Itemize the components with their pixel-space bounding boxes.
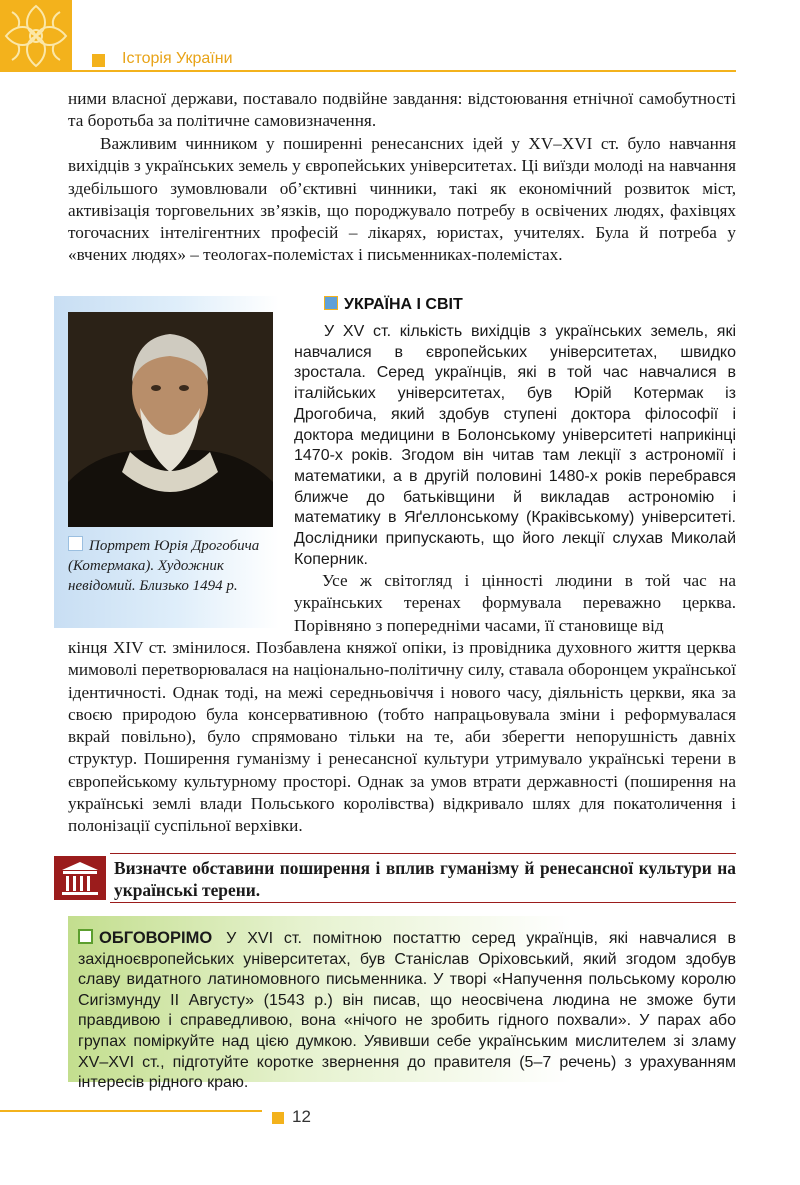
- caption-marker-icon: [68, 536, 83, 551]
- church-paragraph-start: Усе ж світогляд і цінності людини в той час на українських теренах формувала переважно церква. Порівняно з попередніми часами, її становище від: [294, 571, 736, 635]
- task-text: Визначте обставини поширення і вплив гуманізму й ренесансної культури на українські терени.: [114, 858, 736, 900]
- task-rule-top: [110, 853, 736, 854]
- page-number: 12: [292, 1107, 311, 1126]
- ukraine-world-text: У XV ст. кількість вихідців з українських земель, які навчалися в європейських університетах, швидко зростала. Серед українців, які в той час навчалися в італійських університетах, був Юрій Котермак із Дрогобича, який здобув ступені доктора філософії і доктора медицини в Болонському університеті наприкінці 1470-х років. Згодом він читав там лекції з астрономії і математики, а в другій половині 1480-х років перебрався ближче до батьківщини й викладав астрономію і математику в Яґеллонському (Краківському) університеті. Дослідники припускають, що його лекції слухав Миколай Коперник.: [294, 323, 736, 568]
- portrait-painting-icon: [68, 312, 273, 527]
- intro-paragraph-2: Важливим чинником у поширенні ренесансних ідей у XV–XVI ст. було навчання вихідців з українських земель у європейських університетах. Ці виїзди молоді на навчання здебільшого зумовлювали об’єктивні чинники, такі як економічний розвиток міст, активізація торговельних зв’язків, що породжувало потребу в освічених людях, фахівцях тогочасних інтелігентних професій – лікарях, юристах, учителях. Була й потреба у «вчених людях» – теологах-полемістах і письменниках-полемістах.: [68, 134, 736, 265]
- church-paragraph-rest: кінця XIV ст. змінилося. Позбавлена княжої опіки, із провідника духовного життя церква мимоволі перетворювалася на національно-політичну силу, ставала оборонцем української ідентичності. Однак тоді, на межі середньовіччя і нового часу, діяльність церкви, яка за своєю природою була консервативною (тобто напрацьовувала зміни і реформувалася вкрай повільно), було спрямовано тільки на те, аби зберегти непорушність давніх структур. Поширення гуманізму і ренесансної культури утримувало українські терени в європейському культурному просторі. Однак за умов втрати державності (поширення на українські землі влади Польського королівства) відкривало шлях для покатоличення і полонізації суспільної верхівки.: [68, 638, 736, 836]
- task-rule-bottom: [110, 902, 736, 903]
- footer-rule: [0, 1110, 262, 1112]
- heading-marker-icon: [324, 296, 338, 310]
- intro-paragraph-1: ними власної держави, поставало подвійне завдання: відстоювання етнічної самобутності та боротьба за політичне самовизначення.: [68, 89, 736, 131]
- discuss-text: У XVI ст. помітною постаттю серед українців, які навчалися в західноєвропейських університетах, був Станіслав Оріховський, який згодом здобув славу видатного латиномовного письменника. У творі «Напучення польському королю Сигізмунду II Августу» (1543 р.) він писав, що неосвічена людина не зможе бути правдивою і справедливою, вона «нічого не зробить гідного похвали». У парах або групах поміркуйте над цією думкою. Уявивши себе українським мислителем зі зламу XV–XVI ст., підготуйте коротке звернення до правителя (5–7 речень) з урахуванням інтересів рідного краю.: [78, 930, 736, 1092]
- discuss-text-block: [78, 928, 736, 1094]
- header-title: Історія України: [122, 50, 233, 67]
- ornament-icon: [0, 0, 72, 72]
- ukraine-world-heading-text: УКРАЇНА І СВІТ: [344, 296, 463, 313]
- header-rule: [72, 70, 736, 72]
- ukraine-world-heading: [324, 296, 463, 314]
- discuss-label: ОБГОВОРІМО: [99, 929, 213, 947]
- portrait-caption: [68, 536, 273, 596]
- corner-ornament: [0, 0, 72, 72]
- building-columns-icon: [54, 856, 106, 900]
- discuss-marker-icon: [78, 929, 93, 944]
- task-icon-box: [54, 856, 106, 900]
- portrait-image: [68, 312, 273, 527]
- footer-marker: [272, 1112, 284, 1124]
- caption-text: Портрет Юрія Дрогобича (Котермака). Художник невідомий. Близько 1494 р.: [68, 538, 260, 594]
- header-marker: [92, 54, 105, 67]
